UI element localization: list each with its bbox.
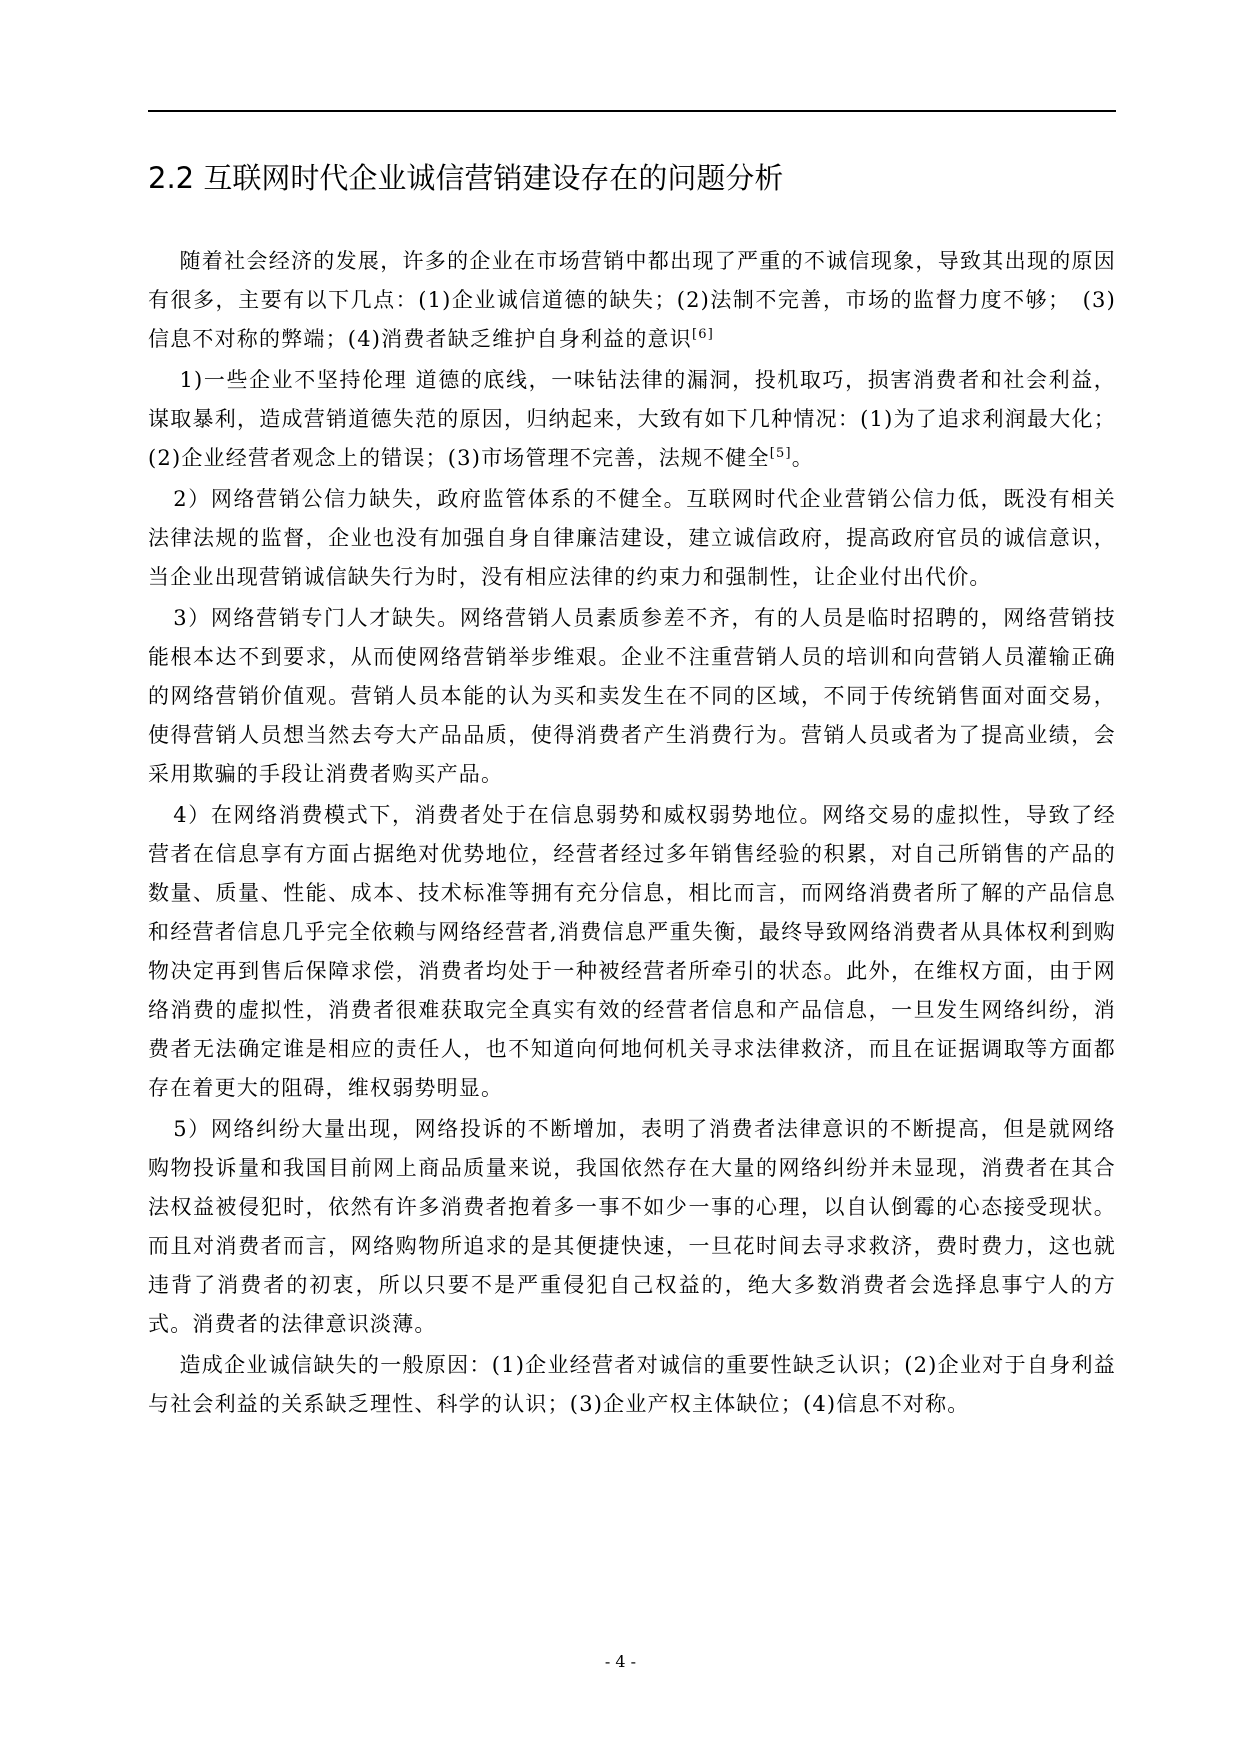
- paragraph-text: 5）网络纠纷大量出现，网络投诉的不断增加，表明了消费者法律意识的不断提高，但是就网络购物投诉量和我国目前网上商品质量来说，我国依然存在大量的网络纠纷并未显现，消费者在其合法权益被侵犯时，依然有许多消费者抱着多一事不如少一事的心理，以自认倒霉的心态接受现状。而且对消费者而言，网络购物所追求的是其便捷快速，一旦花时间去寻求救济，费时费力，这也就违背了消费者的初衷，所以只要不是严重侵犯自己权益的，绝大多数消费者会选择息事宁人的方式。消费者的法律意识淡薄。: [148, 1117, 1116, 1336]
- paragraph-text: 4）在网络消费模式下，消费者处于在信息弱势和威权弱势地位。网络交易的虚拟性，导致了经营者在信息享有方面占据绝对优势地位，经营者经过多年销售经验的积累，对自己所销售的产品的数量、质量、性能、成本、技术标准等拥有充分信息，相比而言，而网络消费者所了解的产品信息和经营者信息几乎完全依赖与网络经营者,消费信息严重失衡，最终导致网络消费者从具体权利到购物决定再到售后保障求偿，消费者均处于一种被经营者所牵引的状态。此外，在维权方面，由于网络消费的虚拟性，消费者很难获取完全真实有效的经营者信息和产品信息，一旦发生网络纠纷，消费者无法确定谁是相应的责任人，也不知道向何地何机关寻求法律救济，而且在证据调取等方面都存在着更大的阻碍，维权弱势明显。: [148, 803, 1116, 1100]
- page-number: - 4 -: [604, 1652, 637, 1671]
- paragraph-point-4: [148, 796, 1116, 1108]
- citation: [6]: [691, 327, 714, 342]
- paragraph-tail: 。: [791, 446, 814, 470]
- paragraph-text: 3）网络营销专门人才缺失。网络营销人员素质参差不齐，有的人员是临时招聘的，网络营销技能根本达不到要求，从而使网络营销举步维艰。企业不注重营销人员的培训和向营销人员灌输正确的网络营销价值观。营销人员本能的认为买和卖发生在不同的区域，不同于传统销售面对面交易，使得营销人员想当然去夸大产品品质，使得消费者产生消费行为。营销人员或者为了提高业绩，会采用欺骗的手段让消费者购买产品。: [148, 606, 1116, 786]
- paragraph-point-3: [148, 599, 1116, 794]
- paragraph-text: 2）网络营销公信力缺失，政府监管体系的不健全。互联网时代企业营销公信力低，既没有相关法律法规的监督，企业也没有加强自身自律廉洁建设，建立诚信政府，提高政府官员的诚信意识，当企业出现营销诚信缺失行为时，没有相应法律的约束力和强制性，让企业付出代价。: [148, 487, 1116, 589]
- paragraph-point-5: [148, 1110, 1116, 1344]
- paragraph-point-2: [148, 480, 1116, 597]
- citation: [5]: [769, 446, 792, 461]
- paragraph-point-1: [148, 361, 1116, 478]
- paragraph-text: 1)一些企业不坚持伦理 道德的底线，一味钻法律的漏洞，投机取巧，损害消费者和社会利益，谋取暴利，造成营销道德失范的原因，归纳起来，大致有如下几种情况：(1)为了追求利润最大化；(2)企业经营者观念上的错误；(3)市场管理不完善，法规不健全: [148, 368, 1116, 470]
- section-heading: 2.2 互联网时代企业诚信营销建设存在的问题分析: [148, 161, 784, 195]
- paragraph-summary: [148, 1346, 1116, 1424]
- paragraph-text: 造成企业诚信缺失的一般原因：(1)企业经营者对诚信的重要性缺乏认识；(2)企业对于自身利益与社会利益的关系缺乏理性、科学的认识；(3)企业产权主体缺位；(4)信息不对称。: [148, 1353, 1116, 1416]
- body-text: [148, 242, 1116, 1424]
- paragraph-text: 随着社会经济的发展，许多的企业在市场营销中都出现了严重的不诚信现象，导致其出现的原因有很多，主要有以下几点：(1)企业诚信道德的缺失；(2)法制不完善，市场的监督力度不够； (3)信息不对称的弊端；(4)消费者缺乏维护自身利益的意识: [148, 249, 1116, 351]
- paragraph-intro: [148, 242, 1116, 359]
- header-rule: [148, 110, 1116, 112]
